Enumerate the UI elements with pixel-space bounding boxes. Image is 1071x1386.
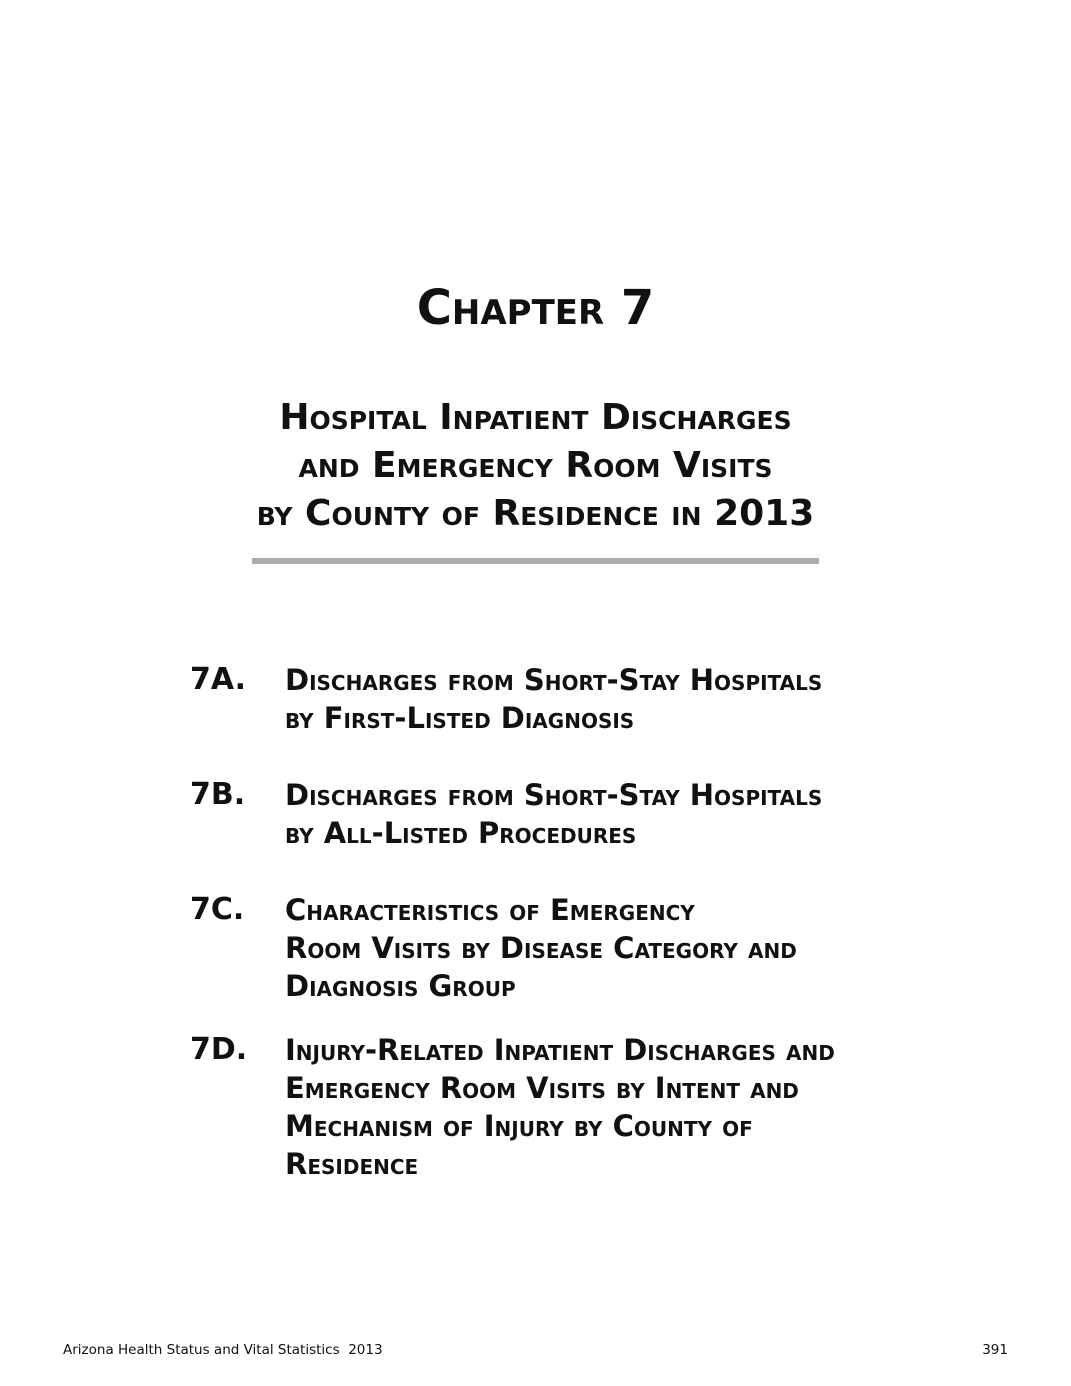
subtitle-line: by County of Residence in 2013 bbox=[256, 493, 815, 534]
subtitle-line: Hospital Inpatient Discharges bbox=[279, 397, 792, 438]
section-code: 7C. bbox=[190, 892, 245, 927]
section-title-line: Discharges from Short-Stay Hospitals bbox=[285, 663, 823, 697]
section-title-line: by First-Listed Diagnosis bbox=[285, 701, 635, 735]
chapter-title: Chapter 7 bbox=[416, 280, 655, 336]
section-title-line: Injury-Related Inpatient Discharges and bbox=[285, 1033, 835, 1067]
section-title-line: Mechanism of Injury by County of bbox=[285, 1109, 753, 1143]
section-code: 7A. bbox=[190, 662, 247, 697]
section-title-line: Diagnosis Group bbox=[285, 969, 516, 1003]
section-title bbox=[285, 776, 1025, 852]
subtitle-line: and Emergency Room Visits bbox=[298, 445, 773, 486]
section-title bbox=[285, 1031, 1025, 1183]
section-code: 7B. bbox=[190, 777, 246, 812]
section-title-line: Emergency Room Visits by Intent and bbox=[285, 1071, 799, 1105]
section-title-line: Room Visits by Disease Category and bbox=[285, 931, 797, 965]
section-title bbox=[285, 661, 1025, 737]
section-title-line: Characteristics of Emergency bbox=[285, 893, 695, 927]
section-title-line: by All-Listed Procedures bbox=[285, 816, 637, 850]
footer-page-number: 391 bbox=[982, 1342, 1008, 1358]
section-title-line: Discharges from Short-Stay Hospitals bbox=[285, 778, 823, 812]
section-code: 7D. bbox=[190, 1032, 248, 1067]
section-title bbox=[285, 891, 1025, 1005]
footer-publication-title: Arizona Health Status and Vital Statistics 2013 bbox=[63, 1342, 383, 1358]
section-title-line: Residence bbox=[285, 1147, 419, 1181]
